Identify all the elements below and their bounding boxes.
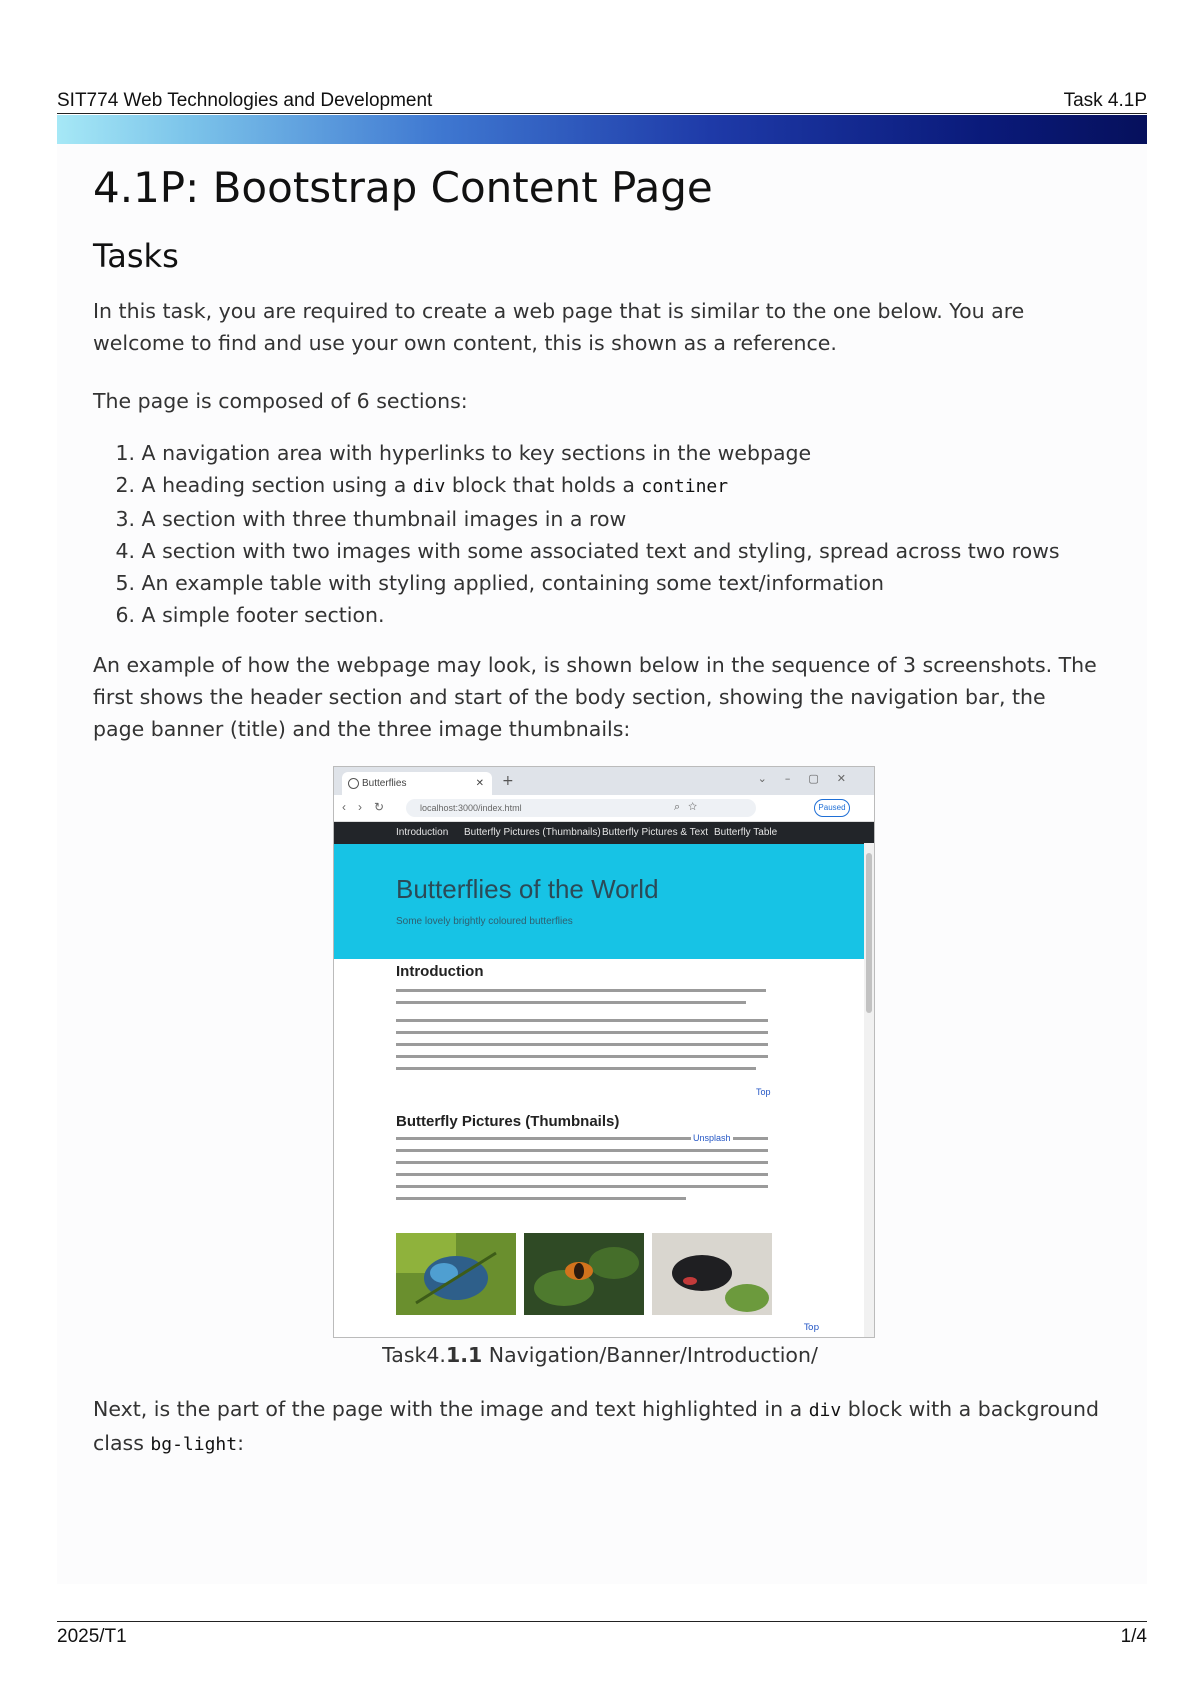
- inline-code: continer: [641, 476, 729, 497]
- browser-toolbar: [334, 795, 874, 822]
- text-line: [396, 989, 766, 992]
- caption-text: Navigation/Banner/Introduction/: [482, 1343, 818, 1367]
- butterfly-thumbnail-2: [524, 1233, 644, 1315]
- list-item: [93, 469, 1103, 503]
- profile-button[interactable]: Paused: [814, 799, 850, 817]
- header-rule: [57, 113, 1147, 114]
- thumbs-heading: Butterfly Pictures (Thumbnails): [396, 1113, 620, 1130]
- butterfly-thumbnail-1: [396, 1233, 516, 1315]
- nav-arrows-icon[interactable]: ‹›↻: [342, 800, 397, 814]
- next-paragraph: [93, 1393, 1103, 1461]
- next-text: Next, is the part of the page with the image and text highlighted in a: [93, 1397, 809, 1421]
- list-number: 3.: [115, 507, 135, 531]
- list-item: [93, 437, 1103, 469]
- inline-code: div: [808, 1400, 842, 1421]
- figure-caption: [0, 1343, 1200, 1367]
- list-item: [93, 567, 1103, 599]
- tasks-heading: Tasks: [93, 237, 179, 275]
- scrollbar-thumb[interactable]: [866, 853, 872, 1013]
- nav-item-thumbnails[interactable]: Butterfly Pictures (Thumbnails): [464, 827, 601, 838]
- next-text: block with a background class: [93, 1397, 1099, 1455]
- list-text: A heading section using a: [141, 473, 413, 497]
- list-text: A section with two images with some associated text and styling, spread across two rows: [141, 539, 1060, 563]
- text-line: [396, 1173, 768, 1176]
- site-navbar: [334, 822, 874, 844]
- text-line: [396, 1067, 756, 1070]
- page-title: 4.1P: Bootstrap Content Page: [93, 163, 713, 212]
- text-line: [396, 1149, 768, 1152]
- site-banner: [334, 844, 874, 959]
- footer-rule: [57, 1621, 1147, 1622]
- list-text: A navigation area with hyperlinks to key sections in the webpage: [141, 441, 812, 465]
- browser-tab[interactable]: [342, 772, 492, 795]
- text-line: [396, 1031, 768, 1034]
- unsplash-link[interactable]: Unsplash: [693, 1133, 731, 1143]
- nav-item-table[interactable]: Butterfly Table: [714, 827, 778, 838]
- example-screenshot: [333, 766, 875, 1338]
- list-text: A section with three thumbnail images in a row: [141, 507, 627, 531]
- list-number: 4.: [115, 539, 135, 563]
- header-gradient-bar: [57, 115, 1147, 144]
- example-paragraph: An example of how the webpage may look, is shown below in the sequence of 3 screenshots. The first shows the header section and start of the body section, showing the navigation bar, the page banner (title) and the three image thumbnails:: [93, 653, 1097, 741]
- inline-code: bg-light: [150, 1434, 238, 1455]
- tab-title: Butterflies: [362, 778, 407, 789]
- list-item: [93, 599, 1103, 631]
- list-text: block that holds a: [445, 473, 642, 497]
- banner-subtitle: Some lovely brightly coloured butterflies: [396, 916, 573, 927]
- intro-heading: Introduction: [396, 963, 484, 980]
- term-label: 2025/T1: [57, 1626, 127, 1647]
- list-text: A simple footer section.: [141, 603, 385, 627]
- task-label: Task 4.1P: [1063, 90, 1147, 111]
- nav-item-introduction[interactable]: Introduction: [396, 827, 449, 838]
- list-number: 5.: [115, 571, 135, 595]
- text-line: [396, 1001, 746, 1004]
- text-line: [396, 1043, 768, 1046]
- course-title: SIT774 Web Technologies and Development: [57, 90, 433, 111]
- text-line: [396, 1019, 768, 1022]
- text-line: [396, 1185, 768, 1188]
- caption-number: 1.1: [445, 1343, 483, 1367]
- page-number: 1/4: [1120, 1626, 1147, 1647]
- scrollbar[interactable]: [864, 843, 874, 1337]
- text-line: [396, 1055, 768, 1058]
- window-controls[interactable]: ⌄–▢✕: [757, 772, 864, 785]
- caption-prefix: Task4.: [382, 1343, 446, 1367]
- inline-code: div: [412, 476, 446, 497]
- text-line: [396, 1197, 686, 1200]
- list-text: An example table with styling applied, containing some text/information: [141, 571, 884, 595]
- top-link-2[interactable]: Top: [804, 1323, 820, 1333]
- list-number: 1.: [115, 441, 135, 465]
- browser-tab-strip: [334, 767, 874, 795]
- banner-title: Butterflies of the World: [396, 874, 659, 904]
- next-text: :: [237, 1431, 245, 1455]
- globe-icon: [348, 778, 359, 789]
- sections-list: [93, 437, 1103, 631]
- list-item: [93, 503, 1103, 535]
- address-text: localhost:3000/index.html: [420, 803, 522, 813]
- intro-paragraph: In this task, you are required to create a web page that is similar to the one below. You are welcome to find and use your own content, this is shown as a reference.: [93, 299, 1025, 355]
- top-link[interactable]: Top: [756, 1087, 771, 1097]
- plus-icon[interactable]: +: [502, 773, 514, 789]
- butterfly-thumbnail-3: [652, 1233, 772, 1315]
- list-item: [93, 535, 1103, 567]
- list-number: 2.: [115, 473, 135, 497]
- list-number: 6.: [115, 603, 135, 627]
- nav-item-pictures-text[interactable]: Butterfly Pictures & Text: [602, 827, 708, 838]
- page-header: [57, 86, 1147, 114]
- text-line: [396, 1161, 768, 1164]
- composed-paragraph: The page is composed of 6 sections:: [93, 389, 468, 413]
- close-icon[interactable]: ✕: [475, 778, 484, 789]
- toolbar-icons[interactable]: ⌕☆: [674, 801, 706, 813]
